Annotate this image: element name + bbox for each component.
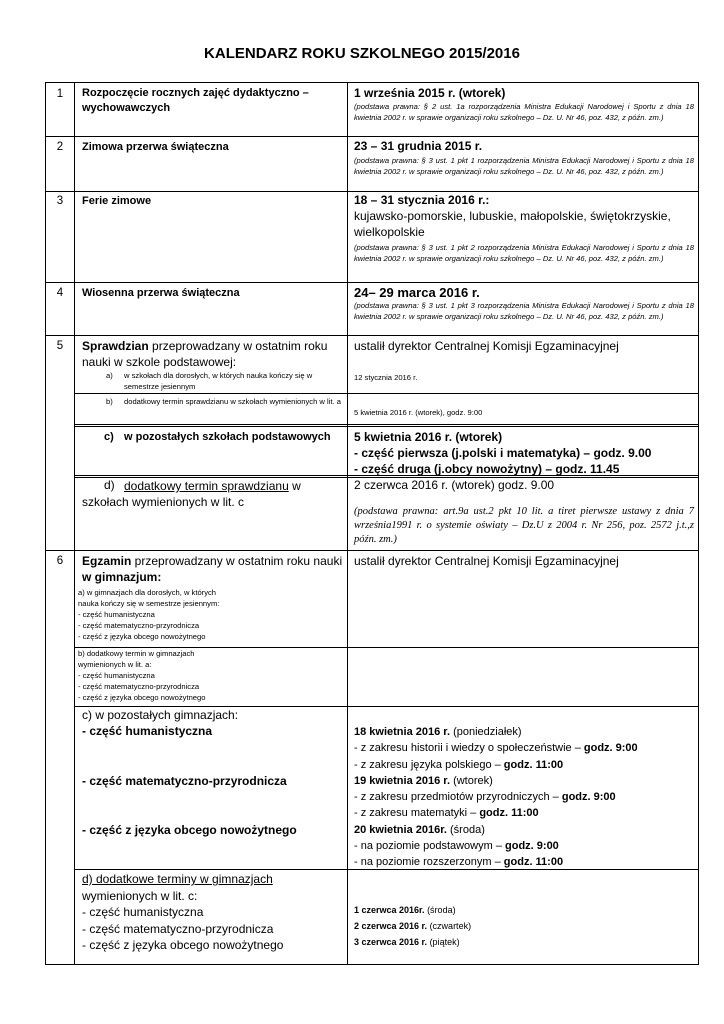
event-date: 24– 29 marca 2016 r. — [354, 285, 480, 300]
schedule-time: godz. 11:00 — [503, 856, 564, 869]
schedule-time: godz. 11:00 — [503, 758, 564, 771]
exam-schedule — [354, 724, 696, 871]
legal-basis: (podstawa prawna: art.9a ust.2 pkt 10 lit. a tiret pierwsze ustawy z dnia 7 września1991 r. o systemie oświaty – Dz.U z 2004 r. Nr 256, poz. 2572 j.t.,z późn. zm.) — [354, 506, 694, 545]
decider-text: ustalił dyrektor Centralnej Komisji Egzaminacyjnej — [354, 554, 619, 568]
schedule-date: 3 czerwca 2016 r. — [354, 937, 428, 947]
list-line: wymienionych w lit. a: — [78, 660, 152, 669]
event-date: 23 – 31 grudnia 2015 r. — [354, 139, 483, 153]
schedule-subject: - na poziomie podstawowym – — [354, 840, 506, 853]
schedule-date: 19 kwietnia 2016 r. — [354, 774, 451, 787]
schedule-time: godz. 9:00 — [583, 742, 638, 755]
schedule-date: 18 kwietnia 2016 r. — [354, 726, 451, 738]
item-text: c) w pozostałych gimnazjach: — [82, 708, 239, 722]
list-line: - część matematyczno-przyrodnicza — [82, 921, 274, 936]
extra-dates — [354, 902, 694, 950]
exam-part: - część pierwsza (j.polski i matematyka) – godz. 9.00 — [354, 446, 652, 460]
schedule-day: (wtorek) — [450, 774, 493, 787]
schedule-date: 20 kwietnia 2016r. — [354, 823, 447, 836]
page-title: KALENDARZ ROKU SZKOLNEGO 2015/2016 — [204, 45, 520, 62]
exam-part: - część matematyczno-przyrodnicza — [82, 774, 287, 788]
legal-basis: (podstawa prawna: § 3 ust. 1 pkt 2 rozporządzenia Ministra Edukacji Narodowej i Sportu z dnia 18 kwietnia 2002 r. w sprawie organizacji roku szkolnego – Dz. U. Nr 46, poz. 432, z późn. zm.) — [354, 243, 694, 263]
item-text-underlined: dodatkowy termin sprawdzianu — [124, 479, 289, 493]
schedule-subject: - z zakresu języka polskiego – — [354, 758, 504, 771]
list-line-text: d) dodatkowe terminy w gimnazjach — [82, 872, 273, 886]
section-heading-bold: Sprawdzian — [82, 339, 149, 353]
list-line — [82, 871, 344, 888]
legal-basis: (podstawa prawna: § 3 ust. 1 pkt 1 rozporządzenia Ministra Edukacji Narodowej i Sportu z dnia 18 kwietnia 2002 r. w sprawie organizacji roku szkolnego – Dz. U. Nr 46, poz. 432, z późn. zm.) — [354, 156, 694, 176]
schedule-line — [354, 822, 696, 838]
section-heading-bold: w gimnazjum: — [82, 570, 162, 584]
list-line: - część humanistyczna — [82, 905, 204, 919]
legal-basis: (podstawa prawna: § 2 ust. 1a rozporządzenia Ministra Edukacji Narodowej i Sportu z dnia 18 kwietnia 2002 r. w sprawie organizacji roku szkolnego – Dz. U. Nr 46, poz. 432, z późn. zm.) — [354, 102, 694, 122]
regions-list: kujawsko-pomorskie, lubuskie, małopolskie, świętokrzyskie, wielkopolskie — [354, 209, 671, 239]
schedule-line — [354, 838, 696, 854]
item-letter: b) — [106, 397, 113, 406]
row-number: 3 — [56, 195, 64, 207]
section-heading-rest: przeprowadzany w ostatnim roku nauki — [131, 554, 343, 568]
row-number: 2 — [56, 141, 64, 153]
section-heading — [82, 338, 344, 370]
item-text — [82, 478, 340, 510]
list-line: wymienionych w lit. c: — [82, 888, 198, 903]
list-line: b) dodatkowy termin w gimnazjach — [78, 649, 195, 658]
event-name: Zimowa przerwa świąteczna — [82, 141, 229, 153]
event-name: Wiosenna przerwa świąteczna — [82, 287, 240, 299]
list-line: a) w gimnazjach dla dorosłych, w których — [78, 588, 217, 597]
section-heading-rest: przeprowadzany w ostatnim roku nauki w szkole podstawowej: — [82, 339, 328, 369]
event-date: 1 września 2015 r. (wtorek) — [354, 86, 506, 100]
schedule-subject: - na poziomie rozszerzonym – — [354, 856, 504, 869]
schedule-day: (piątek) — [427, 937, 460, 947]
item-d-lines — [82, 871, 344, 954]
list-line: - część z języka obcego nowożytnego — [78, 632, 206, 641]
row-number: 4 — [56, 287, 64, 299]
exam-part: - część druga (j.obcy nowożytny) – godz. 11.45 — [354, 462, 620, 476]
event-date: 18 – 31 stycznia 2016 r.: — [354, 193, 490, 207]
schedule-day: (czwartek) — [427, 921, 472, 931]
exam-part: - część z języka obcego nowożytnego — [82, 823, 297, 837]
schedule-line — [354, 740, 696, 756]
schedule-line — [354, 805, 696, 821]
row-number: 1 — [56, 88, 64, 100]
list-line: - część matematyczno-przyrodnicza — [78, 682, 200, 691]
legal-basis: (podstawa prawna: § 3 ust. 1 pkt 3 rozporządzenia Ministra Edukacji Narodowej i Sportu z dnia 18 kwietnia 2002 r. w sprawie organizacji roku szkolnego – Dz. U. Nr 46, poz. 432, z późn. zm.) — [354, 301, 694, 321]
schedule-date: 2 czerwca 2016 r. — [354, 921, 428, 931]
item-letter: c) — [104, 431, 114, 443]
decider-text: ustalił dyrektor Centralnej Komisji Egzaminacyjnej — [354, 339, 619, 353]
exam-part: - część humanistyczna — [82, 724, 213, 738]
item-date: 5 kwietnia 2016 r. (wtorek), godz. 9:00 — [354, 408, 483, 417]
row-number: 6 — [56, 555, 64, 567]
list-line: - część matematyczno-przyrodnicza — [78, 621, 200, 630]
item-date: 12 stycznia 2016 r. — [354, 373, 418, 382]
schedule-day: (środa) — [424, 905, 456, 915]
schedule-line — [354, 773, 696, 789]
item-text: dodatkowy termin sprawdzianu w szkołach wymienionych w lit. a — [124, 397, 341, 406]
list-line: nauka kończy się w semestrze jesiennym: — [78, 599, 220, 608]
schedule-time: godz. 11:00 — [479, 807, 539, 820]
schedule-date: 1 czerwca 2016r. — [354, 905, 425, 915]
item-text: w pozostałych szkołach podstawowych — [124, 431, 331, 443]
schedule-time: godz. 9:00 — [561, 791, 616, 804]
list-line: - część z języka obcego nowożytnego — [78, 693, 206, 702]
schedule-line — [354, 854, 696, 870]
schedule-subject: - z zakresu przedmiotów przyrodniczych – — [354, 791, 562, 804]
schedule-subject: - z zakresu matematyki – — [354, 807, 480, 820]
event-name: Rozpoczęcie rocznych zajęć dydaktyczno – wychowawczych — [82, 87, 309, 114]
schedule-line — [354, 789, 696, 805]
list-line: - część humanistyczna — [78, 671, 155, 680]
schedule-day: (poniedziałek) — [450, 726, 522, 738]
event-name: Ferie zimowe — [82, 195, 152, 207]
section-heading-bold: Egzamin — [82, 554, 132, 568]
item-date: 2 czerwca 2016 r. (wtorek) godz. 9.00 — [354, 478, 555, 492]
schedule-subject: - z zakresu historii i wiedzy o społeczeństwie – — [354, 742, 584, 755]
list-line — [354, 934, 694, 950]
schedule-line — [354, 724, 696, 740]
item-a-lines — [78, 587, 344, 642]
list-line — [354, 918, 694, 934]
row-number: 5 — [56, 340, 64, 352]
item-text-rest: w szkołach wymienionych w lit. c — [82, 479, 301, 509]
list-line — [354, 902, 694, 918]
list-line: - część z języka obcego nowożytnego — [82, 938, 284, 952]
item-letter: d) — [104, 478, 115, 492]
list-line: - część humanistyczna — [78, 610, 155, 619]
item-text: w szkołach dla dorosłych, w których nauka kończy się w semestrze jesiennym — [124, 371, 313, 391]
section-heading — [82, 553, 344, 585]
schedule-day: (środa) — [446, 823, 485, 836]
item-date: 5 kwietnia 2016 r. (wtorek) — [354, 430, 503, 444]
item-b-lines — [78, 648, 344, 703]
schedule-time: godz. 9:00 — [505, 840, 559, 853]
schedule-line — [354, 757, 696, 773]
item-letter: a) — [106, 371, 113, 380]
